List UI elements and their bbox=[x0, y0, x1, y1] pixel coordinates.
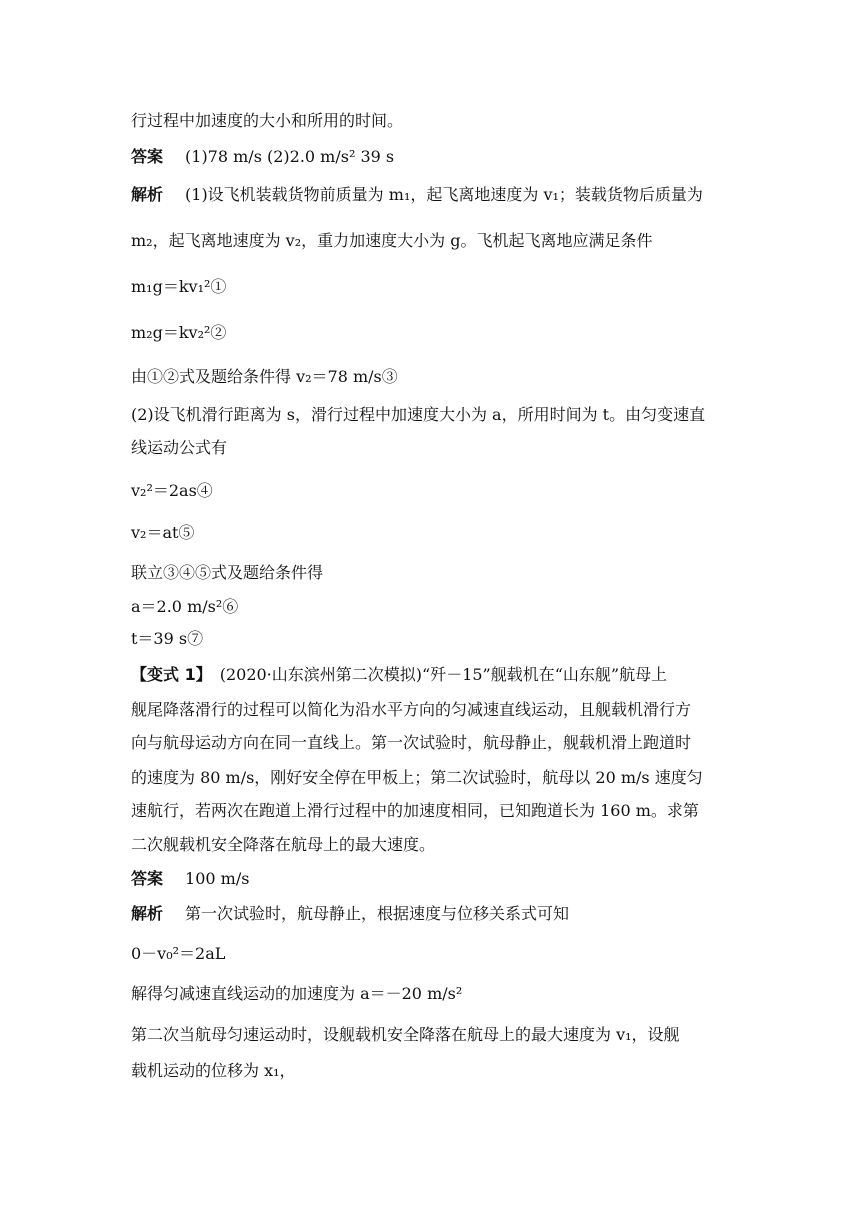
equation-line: v₂²＝2as④ bbox=[131, 481, 213, 500]
text-line: 的速度为 80 m/s，刚好安全停在甲板上；第二次试验时，航母以 20 m/s 速度匀 bbox=[131, 768, 703, 787]
equation-line: m₁g＝kv₁²① bbox=[131, 277, 227, 296]
text-line: (2)设飞机滑行距离为 s，滑行过程中加速度大小为 a，所用时间为 t。由匀变速直 bbox=[131, 405, 706, 424]
text-line: 二次舰载机安全降落在航母上的最大速度。 bbox=[131, 835, 436, 854]
text-line: 载机运动的位移为 x₁， bbox=[131, 1061, 296, 1080]
text-line: 速航行，若两次在跑道上滑行过程中的加速度相同，已知跑道长为 160 m。求第 bbox=[131, 801, 699, 820]
analysis-line bbox=[131, 184, 703, 206]
answer-label: 答案 bbox=[131, 869, 164, 888]
text-line: 第一次试验时，航母静止，根据速度与位移关系式可知 bbox=[185, 904, 570, 923]
text-line: m₂，起飞离地速度为 v₂，重力加速度大小为 g。飞机起飞离地应满足条件 bbox=[131, 231, 653, 250]
equation-line: a＝2.0 m/s²⑥ bbox=[131, 597, 239, 616]
analysis-label: 解析 bbox=[131, 185, 164, 204]
analysis-label: 解析 bbox=[131, 904, 164, 923]
text-line: 线运动公式有 bbox=[131, 438, 228, 457]
answer-line bbox=[131, 868, 249, 890]
variant-line bbox=[131, 664, 667, 686]
text-line: 联立③④⑤式及题给条件得 bbox=[131, 563, 324, 582]
answer-line bbox=[131, 146, 394, 168]
text-line: (2020·山东滨州第二次模拟)“歼－15”舰载机在“山东舰”航母上 bbox=[219, 665, 668, 684]
equation-line: t＝39 s⑦ bbox=[131, 629, 204, 648]
answer-text: 100 m/s bbox=[185, 869, 250, 888]
equation-line: m₂g＝kv₂²② bbox=[131, 323, 227, 342]
answer-label: 答案 bbox=[131, 147, 164, 166]
analysis-line bbox=[131, 903, 569, 925]
equation-line: v₂＝at⑤ bbox=[131, 523, 195, 542]
equation-line: 0－v₀²＝2aL bbox=[131, 944, 226, 963]
text-line: 向与航母运动方向在同一直线上。第一次试验时，航母静止，舰载机滑上跑道时 bbox=[131, 733, 692, 752]
variant-label: 【变式 1】 bbox=[131, 665, 212, 684]
text-line: 行过程中加速度的大小和所用的时间。 bbox=[131, 111, 404, 130]
answer-text: (1)78 m/s (2)2.0 m/s² 39 s bbox=[185, 147, 395, 166]
text-line: 解得匀减速直线运动的加速度为 a＝－20 m/s² bbox=[131, 984, 463, 1003]
text-line: 第二次当航母匀速运动时，设舰载机安全降落在航母上的最大速度为 v₁，设舰 bbox=[131, 1025, 680, 1044]
text-line: (1)设飞机装载货物前质量为 m₁，起飞离地速度为 v₁；装载货物后质量为 bbox=[185, 185, 703, 204]
text-line: 舰尾降落滑行的过程可以简化为沿水平方向的匀减速直线运动，且舰载机滑行方 bbox=[131, 700, 692, 719]
text-line: 由①②式及题给条件得 v₂＝78 m/s③ bbox=[131, 367, 398, 386]
